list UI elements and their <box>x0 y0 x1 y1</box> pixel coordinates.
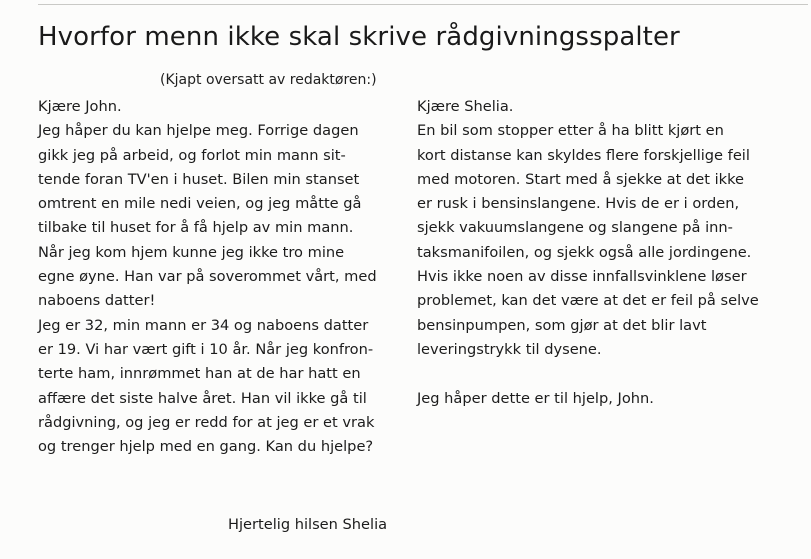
article-subtitle: (Kjapt oversatt av redaktøren:) <box>160 72 377 88</box>
reply-line: Hvis ikke noen av disse innfallsvinklene løser <box>417 268 747 286</box>
letter-line: Kjære John. <box>38 98 122 115</box>
article-title: Hvorfor menn ikke skal skrive rådgivningsspalter <box>38 22 680 52</box>
letter-line: egne øyne. Han var på soverommet vårt, med <box>38 268 377 286</box>
paragraph-gap <box>417 362 797 386</box>
letter-line: tilbake til huset for å få hjelp av min mann. <box>38 219 354 237</box>
reply-column <box>417 95 797 411</box>
letter-line: Jeg håper du kan hjelpe meg. Forrige dagen <box>38 122 359 140</box>
reply-line: bensinpumpen, som gjør at det blir lavt <box>417 316 707 334</box>
reply-line: taksmanifoilen, og sjekk også alle jordingene. <box>417 243 752 261</box>
reply-line: med motoren. Start med å sjekke at det ikke <box>417 170 745 188</box>
letter-line: er 19. Vi har vært gift i 10 år. Når jeg konfron- <box>38 340 374 358</box>
letter-line: Når jeg kom hjem kunne jeg ikke tro mine <box>38 243 345 261</box>
reply-line: leveringstrykk til dysene. <box>417 340 602 358</box>
reply-line: Kjære Shelia. <box>417 98 514 115</box>
reply-line: kort distanse kan skyldes flere forskjellige feil <box>417 146 750 164</box>
letter-signature: Hjertelig hilsen Shelia <box>228 516 388 533</box>
letter-line: og trenger hjelp med en gang. Kan du hjelpe? <box>38 438 374 456</box>
letter-line: naboens datter! <box>38 292 156 310</box>
letter-line: rådgivning, og jeg er redd for at jeg er et vrak <box>38 413 375 431</box>
letter-column <box>38 95 413 459</box>
reply-line: er rusk i bensinslangene. Hvis de er i orden, <box>417 195 740 213</box>
letter-line: affære det siste halve året. Han vil ikke gå til <box>38 389 367 407</box>
reply-closing: Jeg håper dette er til hjelp, John. <box>417 389 654 407</box>
letter-line: Jeg er 32, min mann er 34 og naboens datter <box>38 316 369 334</box>
letter-line: tende foran TV'en i huset. Bilen min stanset <box>38 170 360 188</box>
reply-line: problemet, kan det være at det er feil på selve <box>417 292 759 310</box>
top-rule <box>38 4 808 5</box>
letter-line: omtrent en mile nedi veien, og jeg måtte gå <box>38 195 362 213</box>
reply-line: En bil som stopper etter å ha blitt kjørt en <box>417 122 724 140</box>
reply-line: sjekk vakuumslangene og slangene på inn- <box>417 219 733 237</box>
letter-line: gikk jeg på arbeid, og forlot min mann sit- <box>38 146 346 164</box>
letter-line: terte ham, innrømmet han at de har hatt en <box>38 365 361 383</box>
